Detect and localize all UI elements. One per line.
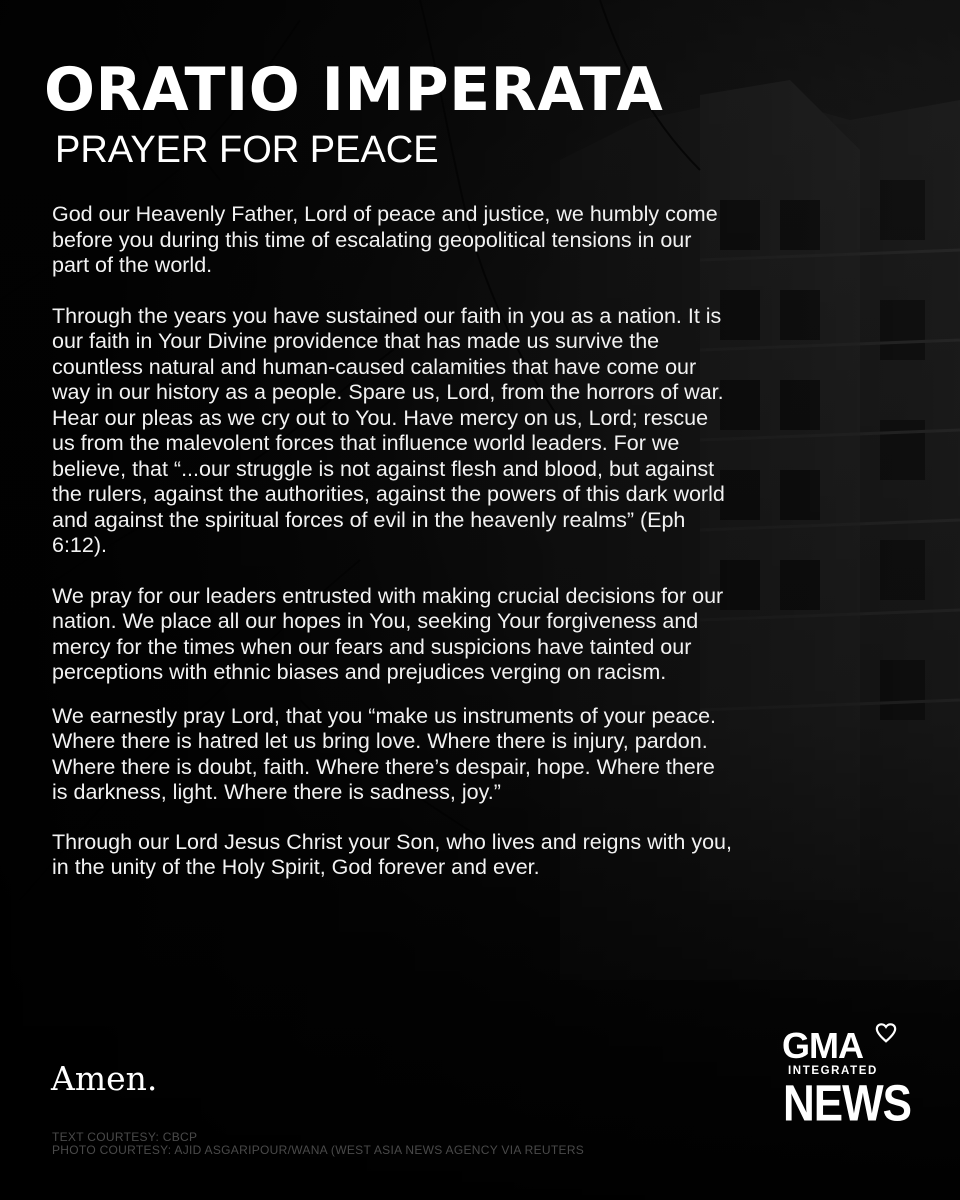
prayer-closing: Amen. bbox=[51, 1059, 158, 1098]
prayer-paragraph: God our Heavenly Father, Lord of peace and justice, we humbly come before you during this time of escalating geopolitical tensions in our part of the world. bbox=[52, 202, 718, 277]
prayer-text bbox=[52, 202, 732, 881]
logo-gma: GMA bbox=[782, 1025, 863, 1066]
photo-credit: PHOTO COURTESY: AJID ASGARIPOUR/WANA (WEST ASIA NEWS AGENCY VIA REUTERS bbox=[52, 1143, 585, 1157]
prayer-paragraph: Through the years you have sustained our faith in you as a nation. It is our faith in Your Divine providence that has made us survive the countless natural and human-caused calamities that have come our way in our history as a people. Spare us, Lord, from the horrors of war. Hear our pleas as we cry out to You. Have mercy on us, Lord; rescue us from the malevolent forces that influence world leaders. For we believe, that “...our struggle is not against flesh and blood, but against the rulers, against the authorities, against the powers of this dark world and against the spiritual forces of evil in the heavenly realms” (Eph 6:12). bbox=[52, 303, 725, 557]
prayer-paragraph: Through our Lord Jesus Christ your Son, who lives and reigns with you, in the unity of the Holy Spirit, God forever and ever. bbox=[52, 829, 732, 879]
prayer-paragraph: We earnestly pray Lord, that you “make us instruments of your peace. Where there is hatred let us bring love. Where there is injury, pardon. Where there is doubt, faith. Where there’s despair, hope. Where there is darkness, light. Where there is sadness, joy.” bbox=[52, 703, 717, 804]
logo-integrated: INTEGRATED bbox=[788, 1065, 878, 1077]
prayer-paragraph: We pray for our leaders entrusted with making crucial decisions for our nation. We place all our hopes in You, seeking Your forgiveness and mercy for the times when our fears and suspicions have tainted our perceptions with ethnic biases and prejudices verging on racism. bbox=[52, 583, 724, 684]
gma-integrated-news-logo bbox=[780, 1022, 911, 1132]
text-credit: TEXT COURTESY: CBCP bbox=[52, 1130, 198, 1144]
page-title: ORATIO IMPERATA bbox=[44, 55, 664, 125]
credits bbox=[52, 1131, 584, 1157]
page-subtitle: PRAYER FOR PEACE bbox=[55, 129, 439, 171]
heart-icon bbox=[875, 1022, 897, 1044]
logo-news: NEWS bbox=[783, 1075, 911, 1132]
